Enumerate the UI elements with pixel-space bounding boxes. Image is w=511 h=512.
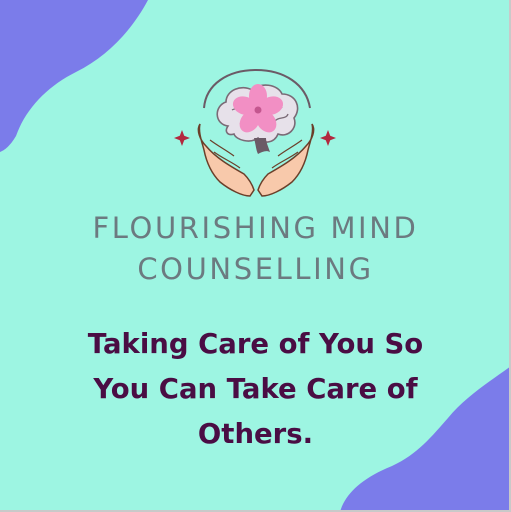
tagline-line-1: Taking Care of You So: [87, 328, 424, 360]
tagline: [0, 322, 511, 457]
brand-name-line-2: COUNSELLING: [137, 252, 374, 286]
brand-name-line-1: FLOURISHING MIND: [92, 211, 419, 245]
tagline-line-3: Others.: [197, 418, 314, 450]
left-sparkle-icon: [174, 130, 190, 146]
right-sparkle-icon: [320, 130, 336, 146]
tagline-line-2: You Can Take Care of: [93, 373, 418, 405]
logo: [170, 66, 342, 200]
